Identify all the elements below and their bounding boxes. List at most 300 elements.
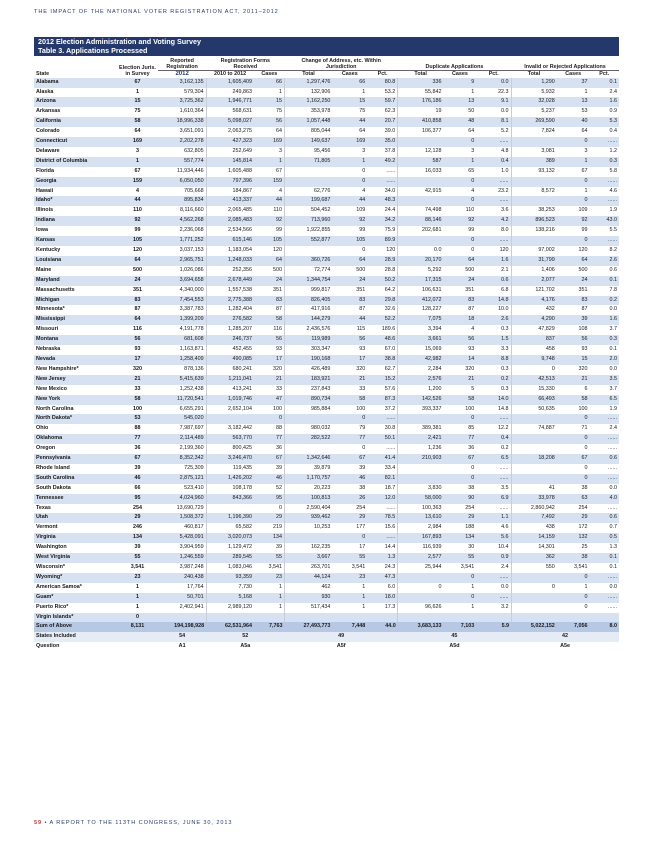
table-cell: 9,748 — [511, 355, 557, 365]
table-cell: 3,246,470 — [206, 454, 254, 464]
table-cell: 1 — [332, 88, 367, 98]
table-cell: 21 — [444, 375, 477, 385]
table-cell: 19 — [398, 107, 444, 117]
table-cell: 3,667 — [285, 553, 333, 563]
table-row — [34, 454, 619, 464]
table-cell: 1,285,207 — [206, 325, 254, 335]
table-cell: 25 — [557, 543, 590, 553]
table-cell: 31,799 — [511, 256, 557, 266]
table-cell: 1 — [332, 157, 367, 167]
table-cell: 29 — [557, 513, 590, 523]
state-name: Missouri — [34, 325, 117, 335]
table-cell — [511, 603, 557, 613]
table-cell: 3,541 — [117, 563, 158, 573]
table-cell: 389 — [511, 157, 557, 167]
table-cell: 93 — [117, 345, 158, 355]
state-name: Iowa — [34, 226, 117, 236]
table-cell: 199,687 — [285, 196, 333, 206]
table-cell: 55 — [254, 553, 285, 563]
table-cell: 55 — [332, 553, 367, 563]
table-cell: 0 — [332, 414, 367, 424]
table-cell — [206, 613, 254, 623]
table-cell — [206, 504, 254, 514]
table-cell: 896,523 — [511, 216, 557, 226]
table-row — [34, 523, 619, 533]
table-cell: 159 — [254, 177, 285, 187]
table-cell: 563,770 — [206, 434, 254, 444]
table-cell: 5,932 — [511, 88, 557, 98]
table-cell: 632,805 — [158, 147, 206, 157]
table-cell: 96,626 — [398, 603, 444, 613]
table-cell: 39 — [117, 543, 158, 553]
state-name: Michigan — [34, 296, 117, 306]
state-name: Wyoming* — [34, 573, 117, 583]
table-cell: 3 — [117, 147, 158, 157]
table-cell: 59.7 — [367, 97, 398, 107]
table-cell: 176,186 — [398, 97, 444, 107]
table-cell: 5,168 — [206, 593, 254, 603]
table-cell — [557, 613, 590, 623]
sum-cell: 7,763 — [254, 622, 285, 632]
state-name: Florida — [34, 167, 117, 177]
table-cell: 38.8 — [367, 355, 398, 365]
table-cell: 4,024,960 — [158, 494, 206, 504]
table-cell: 14.8 — [476, 405, 511, 415]
table-cell — [511, 434, 557, 444]
table-cell: 8,572 — [511, 187, 557, 197]
state-name: Kentucky — [34, 246, 117, 256]
table-cell: 4 — [444, 325, 477, 335]
table-cell: 4 — [254, 187, 285, 197]
table-cell: 39 — [332, 464, 367, 474]
table-cell: 1.9 — [589, 405, 619, 415]
table-row — [34, 583, 619, 593]
table-cell: 320 — [254, 365, 285, 375]
table-cell: 276,582 — [206, 315, 254, 325]
table-cell: 500 — [332, 266, 367, 276]
table-cell: 15.2 — [367, 375, 398, 385]
table-cell: 149,637 — [285, 137, 333, 147]
table-cell: 93 — [557, 345, 590, 355]
table-cell: 1 — [332, 603, 367, 613]
table-cell: 587 — [398, 157, 444, 167]
table-cell: 4 — [332, 187, 367, 197]
table-cell — [511, 414, 557, 424]
table-cell: 0.3 — [476, 325, 511, 335]
table-cell — [398, 177, 444, 187]
table-cell: 1,406 — [511, 266, 557, 276]
table-cell: 48.3 — [367, 196, 398, 206]
table-cell: 20,223 — [285, 484, 333, 494]
state-name: Hawaii — [34, 187, 117, 197]
table-cell: 116 — [254, 325, 285, 335]
table-cell: 980,032 — [285, 424, 333, 434]
table-cell: 88 — [254, 424, 285, 434]
table-cell: 39 — [117, 464, 158, 474]
table-row — [34, 147, 619, 157]
table-cell: 0.4 — [476, 157, 511, 167]
table-cell: 1,196,390 — [206, 513, 254, 523]
table-cell: 0 — [511, 365, 557, 375]
table-cell: 46 — [254, 474, 285, 484]
table-cell: 95 — [117, 494, 158, 504]
table-cell: 353,978 — [285, 107, 333, 117]
table-cell: 0 — [444, 593, 477, 603]
state-name: New York — [34, 395, 117, 405]
table-cell: 33 — [254, 385, 285, 395]
table-cell: 21 — [117, 375, 158, 385]
table-cell: 75 — [254, 107, 285, 117]
table-cell: 843,366 — [206, 494, 254, 504]
table-cell: 95,456 — [285, 147, 333, 157]
state-name: South Carolina — [34, 474, 117, 484]
table-cell: 67 — [117, 167, 158, 177]
table-cell: 1,163,871 — [158, 345, 206, 355]
table-cell: 55 — [444, 553, 477, 563]
table-row — [34, 513, 619, 523]
table-cell: ...... — [367, 414, 398, 424]
table-cell: 351 — [332, 286, 367, 296]
table-cell — [206, 414, 254, 424]
table-cell: 18,208 — [511, 454, 557, 464]
table-cell: 65,582 — [206, 523, 254, 533]
table-cell: 3,541 — [254, 563, 285, 573]
table-cell: 2,421 — [398, 434, 444, 444]
table-cell: 53 — [117, 414, 158, 424]
header-reported-registration: Reported Registration — [166, 58, 198, 71]
table-cell: 939,462 — [285, 513, 333, 523]
question-change: A5f — [285, 642, 398, 652]
table-cell: 1,211,041 — [206, 375, 254, 385]
table-cell: 413,241 — [206, 385, 254, 395]
table-cell: 42,915 — [398, 187, 444, 197]
table-cell: 0.1 — [589, 276, 619, 286]
table-cell: 4,340,000 — [158, 286, 206, 296]
table-cell: 269,590 — [511, 117, 557, 127]
table-cell: 169 — [332, 137, 367, 147]
table-cell — [285, 177, 333, 187]
table-cell: 3,182,442 — [206, 424, 254, 434]
table-cell — [511, 444, 557, 454]
table-cell: 48 — [444, 117, 477, 127]
sum-cell: 7,056 — [557, 622, 590, 632]
table-cell: 3,987,248 — [158, 563, 206, 573]
table-cell: 2,077 — [511, 276, 557, 286]
state-name: Washington — [34, 543, 117, 553]
table-cell: 282,522 — [285, 434, 333, 444]
table-cell: ...... — [476, 137, 511, 147]
table-cell: 77 — [444, 434, 477, 444]
sum-cell: 62,531,964 — [206, 622, 254, 632]
table-row — [34, 434, 619, 444]
table-cell: 1 — [117, 157, 158, 167]
table-row — [34, 137, 619, 147]
state-name: District of Columbia — [34, 157, 117, 167]
sum-cell: 44.0 — [367, 622, 398, 632]
table-cell: 92 — [332, 216, 367, 226]
table-cell: 826,405 — [285, 296, 333, 306]
table-cell: 351 — [557, 286, 590, 296]
table-cell: 77 — [332, 434, 367, 444]
table-row — [34, 226, 619, 236]
table-cell: 3.7 — [589, 325, 619, 335]
state-name: South Dakota — [34, 484, 117, 494]
table-cell: 56 — [117, 335, 158, 345]
table-cell: 30 — [444, 543, 477, 553]
table-cell: 1,771,252 — [158, 236, 206, 246]
table-cell: 106,631 — [398, 286, 444, 296]
table-cell: 5.8 — [589, 167, 619, 177]
table-cell: 2,590,404 — [285, 504, 333, 514]
table-cell: ...... — [589, 137, 619, 147]
state-name: Connecticut — [34, 137, 117, 147]
table-cell: 17 — [254, 355, 285, 365]
footer-text: • A REPORT TO THE 113TH CONGRESS, JUNE 30, 2013 — [44, 820, 233, 826]
table-cell: 0.3 — [476, 385, 511, 395]
table-cell — [398, 137, 444, 147]
table-cell: 33,978 — [511, 494, 557, 504]
table-cell: 1,297,476 — [285, 78, 333, 88]
table-row — [34, 266, 619, 276]
table-cell: 56 — [557, 335, 590, 345]
table-row — [34, 593, 619, 603]
table-cell: 63 — [557, 494, 590, 504]
table-cell: 289,545 — [206, 553, 254, 563]
table-cell: 568,631 — [206, 107, 254, 117]
table-cell: 0.3 — [589, 157, 619, 167]
table-cell: 100,813 — [285, 494, 333, 504]
table-cell: 0.1 — [589, 78, 619, 88]
table-cell: 29 — [254, 513, 285, 523]
states-included-change: 49 — [285, 632, 398, 642]
table-cell: 87 — [117, 305, 158, 315]
table-cell: 121,702 — [511, 286, 557, 296]
table-cell: 930 — [285, 593, 333, 603]
table-cell: 39 — [254, 464, 285, 474]
table-cell: 23 — [254, 573, 285, 583]
table-cell: 0.1 — [589, 345, 619, 355]
state-name: Mississippi — [34, 315, 117, 325]
table-cell: 57.6 — [367, 385, 398, 395]
table-row — [34, 543, 619, 553]
table-cell: 7,987,697 — [158, 424, 206, 434]
applications-table — [34, 56, 619, 652]
table-cell: 0 — [398, 583, 444, 593]
table-cell: 132,906 — [285, 88, 333, 98]
table-row — [34, 414, 619, 424]
table-cell: 93 — [254, 345, 285, 355]
table-cell: 145,814 — [206, 157, 254, 167]
table-cell: 0 — [557, 464, 590, 474]
state-name: Louisiana — [34, 256, 117, 266]
table-cell: 177 — [332, 523, 367, 533]
table-cell: 75 — [117, 107, 158, 117]
table-cell: 680,241 — [206, 365, 254, 375]
table-cell: 545,020 — [158, 414, 206, 424]
table-cell: 24 — [254, 276, 285, 286]
question-invalid: A5e — [511, 642, 619, 652]
table-cell: 460,817 — [158, 523, 206, 533]
table-cell: 0.6 — [589, 266, 619, 276]
table-cell: 320 — [117, 365, 158, 375]
table-row — [34, 385, 619, 395]
table-cell: 184,867 — [206, 187, 254, 197]
table-cell: 2,678,449 — [206, 276, 254, 286]
table-cell: 3.3 — [476, 345, 511, 355]
table-cell: 2.6 — [476, 315, 511, 325]
table-cell: 37 — [557, 78, 590, 88]
state-name: Nebraska — [34, 345, 117, 355]
table-cell: 2,534,566 — [206, 226, 254, 236]
state-name: Maine — [34, 266, 117, 276]
table-cell: 17.3 — [367, 603, 398, 613]
table-cell: 115 — [332, 325, 367, 335]
table-cell: 24.4 — [367, 206, 398, 216]
table-cell: ...... — [589, 464, 619, 474]
table-cell: 37.8 — [367, 147, 398, 157]
table-row — [34, 216, 619, 226]
table-cell: 10.0 — [476, 305, 511, 315]
table-cell: 0 — [444, 137, 477, 147]
table-cell: 681,608 — [158, 335, 206, 345]
table-cell: 17 — [332, 355, 367, 365]
table-cell: 58,000 — [398, 494, 444, 504]
table-cell: 3,904,959 — [158, 543, 206, 553]
table-cell: 1 — [557, 157, 590, 167]
table-cell: ...... — [367, 444, 398, 454]
table-cell: 7,824 — [511, 127, 557, 137]
table-cell: 142,526 — [398, 395, 444, 405]
table-cell: ...... — [589, 474, 619, 484]
table-row — [34, 256, 619, 266]
table-row — [34, 395, 619, 405]
table-cell: 7.8 — [589, 286, 619, 296]
table-row — [34, 325, 619, 335]
table-cell: 8.0 — [476, 226, 511, 236]
table-cell: 89.9 — [367, 236, 398, 246]
table-cell: 6.8 — [476, 286, 511, 296]
table-cell: 417,916 — [285, 305, 333, 315]
table-cell: 100,363 — [398, 504, 444, 514]
table-cell — [511, 464, 557, 474]
table-cell: 1,258,409 — [158, 355, 206, 365]
table-cell: 2.6 — [589, 256, 619, 266]
table-cell: 0.6 — [476, 276, 511, 286]
table-cell: 11,934,446 — [158, 167, 206, 177]
table-cell: 8,116,660 — [158, 206, 206, 216]
table-cell: 64 — [332, 127, 367, 137]
table-cell: 1,605,488 — [206, 167, 254, 177]
table-cell: 52 — [254, 484, 285, 494]
table-cell: 66 — [332, 78, 367, 88]
table-cell: 77 — [117, 434, 158, 444]
table-cell: 0.2 — [476, 444, 511, 454]
state-name: Idaho* — [34, 196, 117, 206]
table-cell: 1,026,086 — [158, 266, 206, 276]
table-cell: 24 — [557, 276, 590, 286]
table-cell: 41.4 — [367, 454, 398, 464]
sum-label: Sum of Above — [34, 622, 117, 632]
table-row — [34, 444, 619, 454]
table-cell: 8.1 — [476, 117, 511, 127]
table-cell: 23 — [117, 573, 158, 583]
table-cell: 13,610 — [398, 513, 444, 523]
table-cell: 105 — [117, 236, 158, 246]
table-cell: 1 — [117, 583, 158, 593]
table-row — [34, 305, 619, 315]
table-row — [34, 533, 619, 543]
table-cell: 109 — [557, 206, 590, 216]
state-name: Colorado — [34, 127, 117, 137]
table-row — [34, 206, 619, 216]
table-cell: 3,830 — [398, 484, 444, 494]
question-label: Question — [34, 642, 158, 652]
table-cell: 2,436,576 — [285, 325, 333, 335]
state-name: Puerto Rico* — [34, 603, 117, 613]
table-cell: 523,410 — [158, 484, 206, 494]
table-cell: 1,183,054 — [206, 246, 254, 256]
table-cell: 0 — [557, 177, 590, 187]
state-name: Massachusetts — [34, 286, 117, 296]
table-cell: 351 — [117, 286, 158, 296]
table-cell: 2,114,489 — [158, 434, 206, 444]
table-cell: 83 — [444, 296, 477, 306]
table-cell: 0.3 — [589, 335, 619, 345]
table-cell: 351 — [254, 286, 285, 296]
table-cell: 3,541 — [557, 563, 590, 573]
table-cell — [511, 573, 557, 583]
table-cell: 0 — [557, 603, 590, 613]
table-cell — [332, 613, 367, 623]
table-cell: 1.1 — [476, 513, 511, 523]
table-cell: 47.3 — [367, 573, 398, 583]
table-cell: 2,577 — [398, 553, 444, 563]
table-cell: 87.3 — [367, 395, 398, 405]
table-cell: 42,513 — [511, 375, 557, 385]
states-included-reported: 54 — [158, 632, 206, 642]
table-cell: 1,557,538 — [206, 286, 254, 296]
table-cell: 120 — [557, 246, 590, 256]
table-cell: ...... — [476, 177, 511, 187]
table-cell: 1.0 — [476, 167, 511, 177]
table-cell — [511, 474, 557, 484]
table-cell: 0 — [444, 236, 477, 246]
table-cell — [398, 414, 444, 424]
header-cases: Cases — [557, 71, 590, 78]
table-cell: 237,843 — [285, 385, 333, 395]
table-row — [34, 97, 619, 107]
table-cell: 254 — [117, 504, 158, 514]
table-cell: 1.9 — [589, 206, 619, 216]
table-cell: 3.7 — [589, 385, 619, 395]
table-cell: 32,028 — [511, 97, 557, 107]
table-cell: 53.2 — [367, 88, 398, 98]
question-duplicate: A5d — [398, 642, 511, 652]
table-cell: 1,057,448 — [285, 117, 333, 127]
table-cell — [367, 613, 398, 623]
table-cell: 0.2 — [589, 296, 619, 306]
table-cell: 0 — [557, 444, 590, 454]
table-cell: 7,492 — [511, 513, 557, 523]
table-cell: 100 — [332, 405, 367, 415]
table-cell: 67 — [254, 167, 285, 177]
table-cell: 16,033 — [398, 167, 444, 177]
table-cell — [398, 573, 444, 583]
page-number: 59 — [34, 820, 43, 826]
table-cell: 7,075 — [398, 315, 444, 325]
table-cell: 4 — [117, 187, 158, 197]
table-cell: 3,081 — [511, 147, 557, 157]
